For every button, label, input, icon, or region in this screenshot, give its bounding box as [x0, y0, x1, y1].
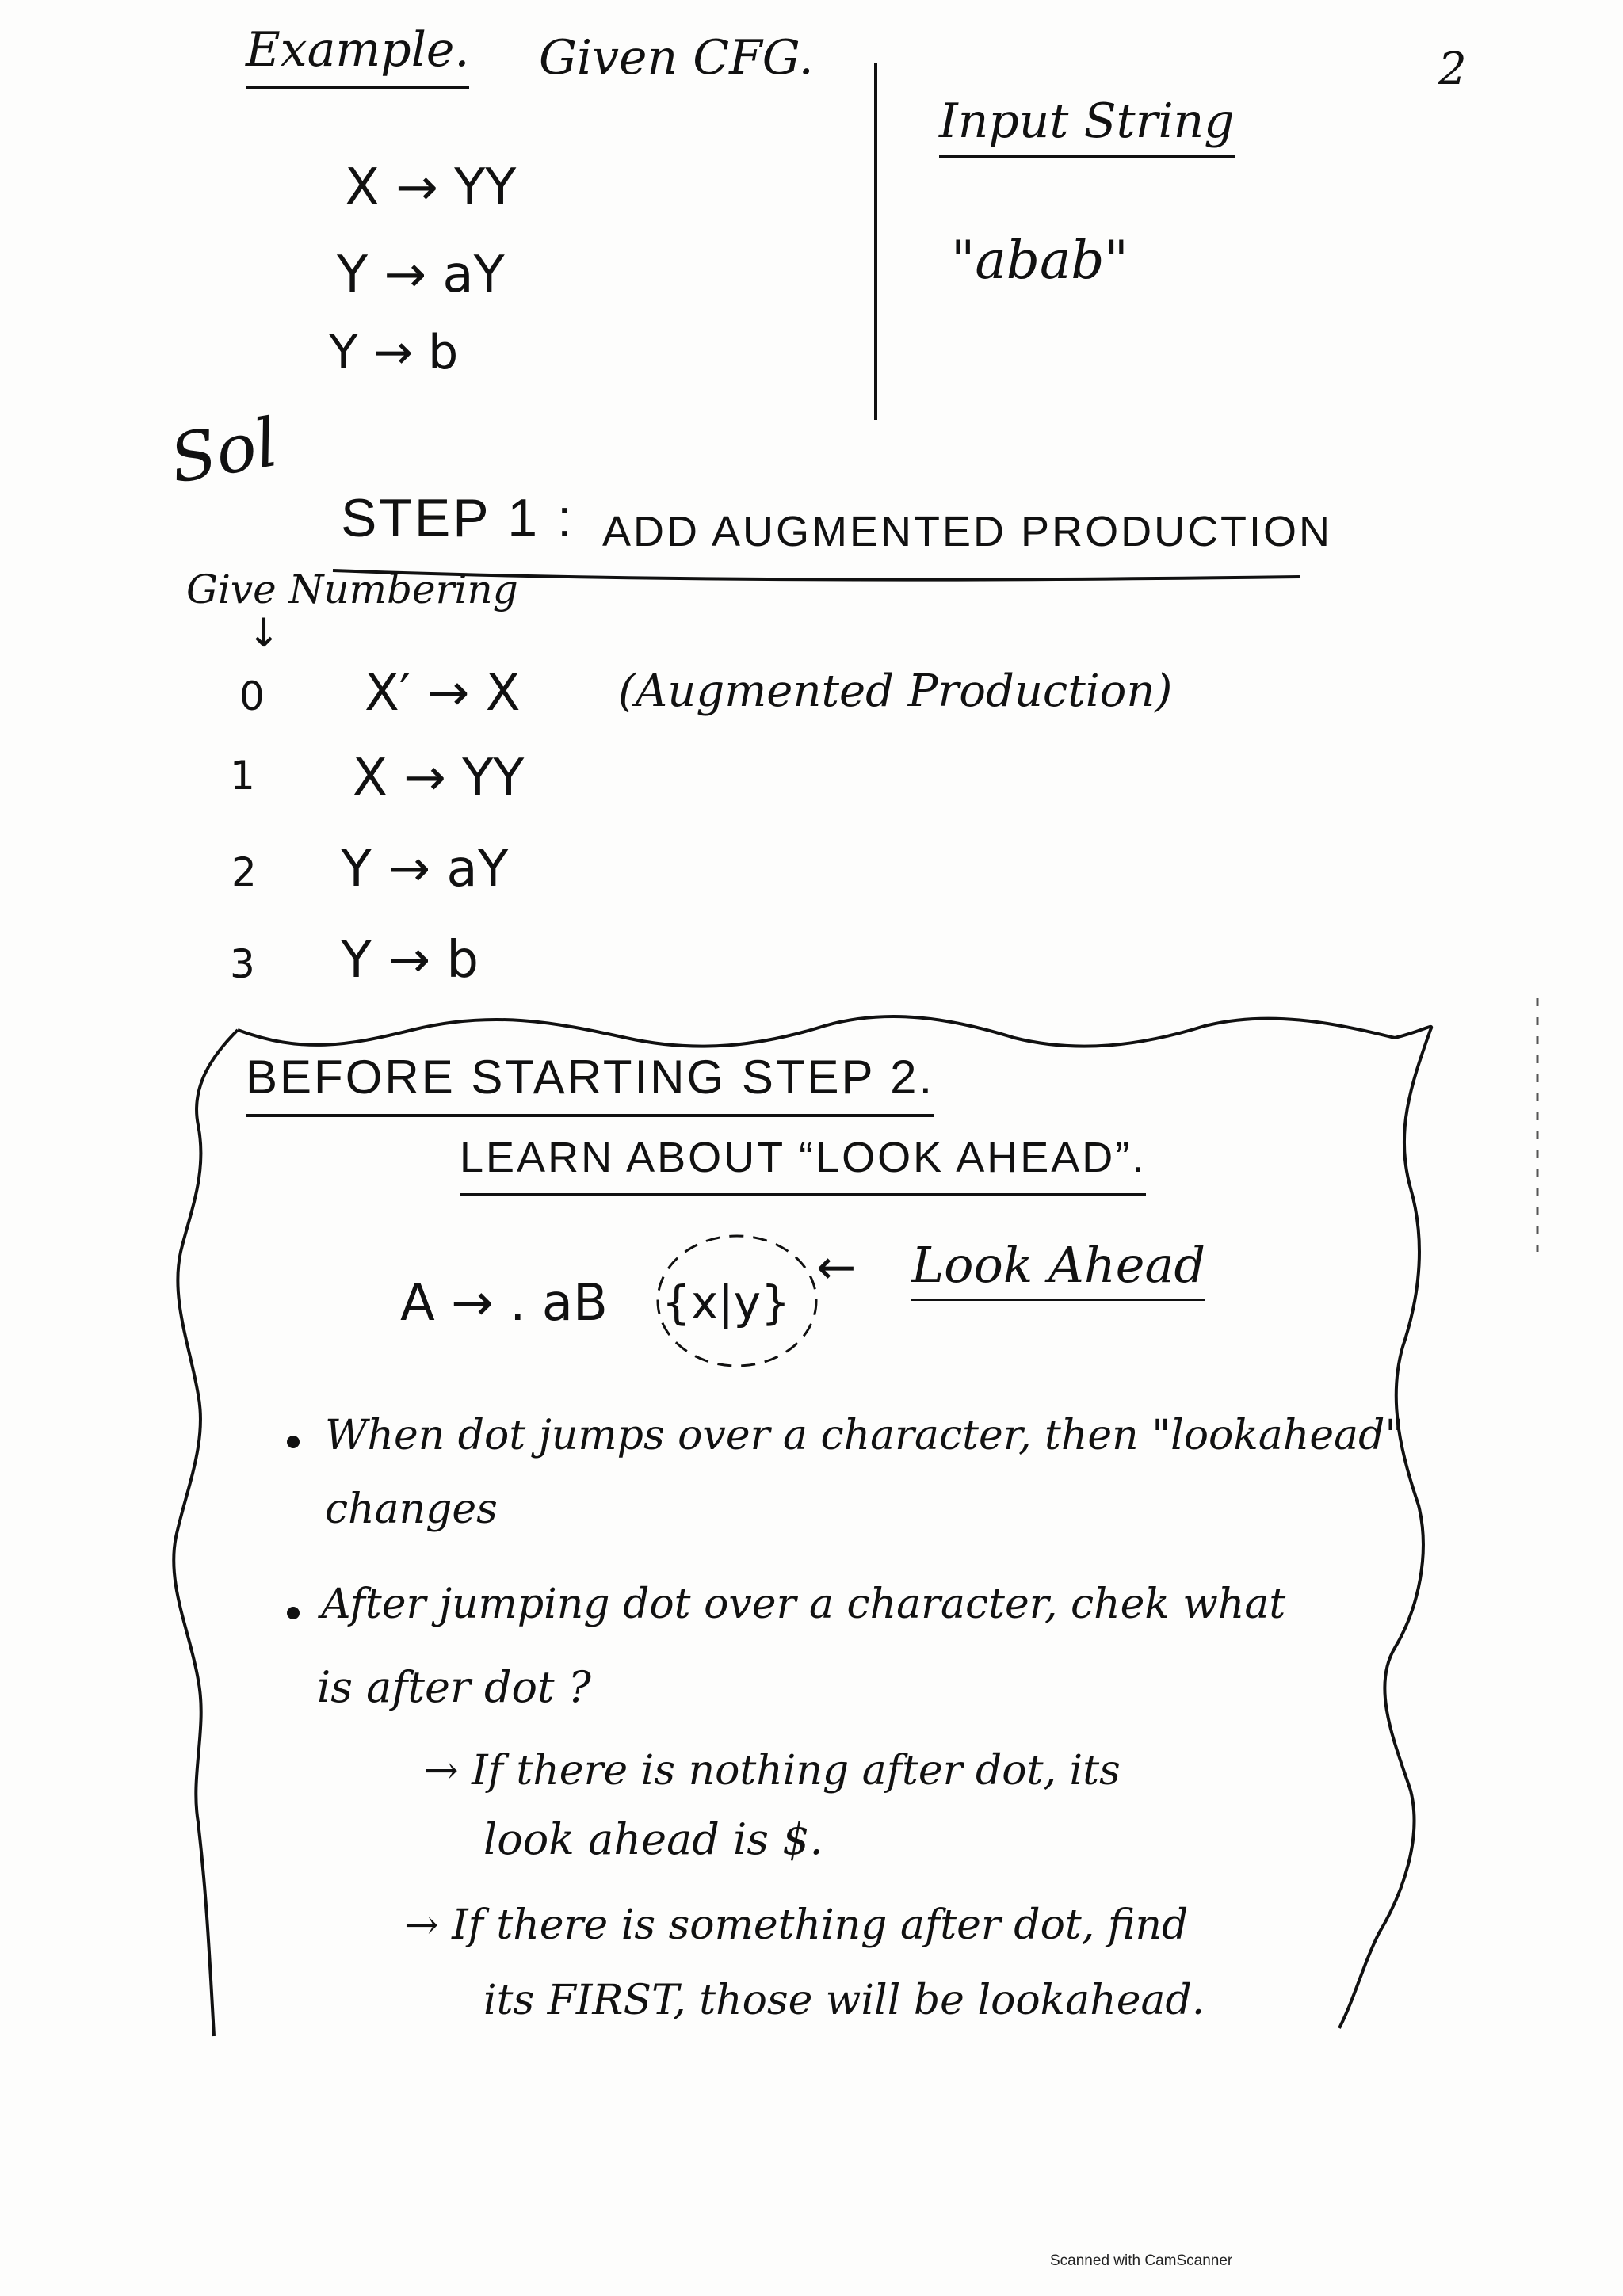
bullet-text: is after dot ? — [317, 1662, 591, 1712]
production-rule: Y → b — [341, 931, 479, 990]
grammar-rule: Y → aY — [337, 246, 505, 304]
sub-point-text: → If there is something after dot, find — [404, 1901, 1189, 1949]
production-number: 2 — [231, 849, 257, 895]
lr1-item-example: A → . aB — [400, 1274, 608, 1333]
numbering-label: Give Numbering — [186, 566, 518, 612]
page-number: 2 — [1438, 44, 1467, 95]
box-title: BEFORE STARTING STEP 2. — [246, 1050, 934, 1117]
grammar-rule: X → YY — [345, 158, 517, 217]
production-number: 0 — [239, 673, 265, 719]
sub-point-text: → If there is nothing after dot, its — [424, 1747, 1121, 1794]
grammar-rule: Y → b — [329, 325, 459, 380]
given-cfg-label: Given CFG. — [539, 30, 814, 86]
input-string-label: Input String — [939, 93, 1235, 158]
production-number: 1 — [230, 753, 255, 799]
box-subtitle: LEARN ABOUT “LOOK AHEAD”. — [460, 1133, 1146, 1196]
step1-title: STEP 1 : — [341, 488, 575, 548]
production-number: 3 — [230, 941, 255, 987]
lookahead-set: {x|y} — [662, 1276, 790, 1329]
bullet-text: When dot jumps over a character, then "lookahead" — [325, 1412, 1404, 1459]
example-label: Example. — [246, 22, 469, 89]
left-arrow-icon: ← — [816, 1240, 857, 1295]
bullet-text: changes — [325, 1486, 498, 1533]
augmented-note: (Augmented Production) — [618, 666, 1173, 717]
sub-point-text: its FIRST, those will be lookahead. — [483, 1977, 1205, 2024]
bullet-dot — [287, 1436, 300, 1448]
bullet-dot — [287, 1607, 300, 1619]
step1-subtitle: ADD AUGMENTED PRODUCTION — [602, 508, 1333, 555]
sub-point-text: look ahead is $. — [483, 1814, 823, 1864]
production-rule: Y → aY — [341, 840, 509, 898]
production-rule: X′ → X — [365, 664, 521, 723]
down-arrow-icon: ↓ — [247, 610, 281, 656]
bullet-text: After jumping dot over a character, chek what — [321, 1581, 1286, 1628]
lookahead-label: Look Ahead — [911, 1236, 1205, 1301]
production-rule: X → YY — [353, 749, 525, 807]
solution-label: Sol — [164, 403, 284, 498]
scanner-watermark: Scanned with CamScanner — [1050, 2252, 1233, 2269]
input-string-value: "abab" — [951, 230, 1128, 291]
